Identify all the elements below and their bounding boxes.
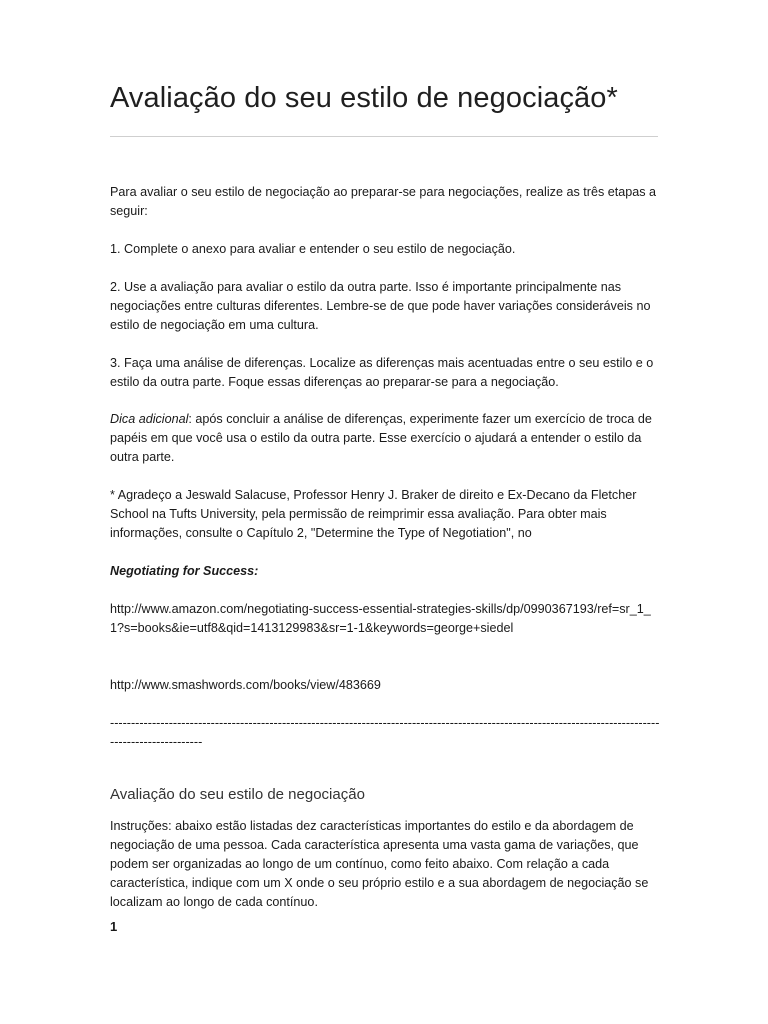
intro-text: Para avaliar o seu estilo de negociação ao preparar-se para negociações, realize as três etapas a seguir: — [110, 185, 657, 218]
tip-text: : após concluir a análise de diferenças, experimente fazer um exercício de troca de papéis em que você usa o estilo da outra parte. Esse exercício o ajudará a entender o estilo da outra parte. — [110, 412, 652, 464]
page-number: 1 — [110, 919, 118, 934]
intro-paragraph — [110, 183, 662, 221]
section-title: Avaliação do seu estilo de negociação — [110, 786, 365, 803]
book-title: Negotiating for Success: — [110, 564, 259, 578]
tip-label: Dica adicional — [110, 412, 189, 426]
dashed-separator: --------------------------------------------------------------------------------------------------------------------------------------------------------- — [110, 716, 660, 749]
instructions-paragraph — [110, 817, 662, 912]
step-1-text: 1. Complete o anexo para avaliar e entender o seu estilo de negociação. — [110, 242, 516, 256]
tip-paragraph — [110, 410, 662, 467]
acknowledgement-paragraph — [110, 486, 662, 543]
smashwords-link[interactable] — [110, 676, 662, 695]
step-3-text: 3. Faça uma análise de diferenças. Localize as diferenças mais acentuadas entre o seu estilo e o estilo da outra parte. Foque essas diferenças ao preparar-se para a negociação. — [110, 356, 654, 389]
step-2-paragraph — [110, 278, 662, 335]
amazon-link-text[interactable]: http://www.amazon.com/negotiating-success-essential-strategies-skills/dp/0990367193/ref=sr_1_1?s=books&ie=utf8&qid=1413129983&sr=1-1&keywords=george+siedel — [110, 602, 651, 635]
amazon-link[interactable] — [110, 600, 662, 638]
step-3-paragraph — [110, 354, 662, 392]
acknowledgement-text: * Agradeço a Jeswald Salacuse, Professor Henry J. Braker de direito e Ex-Decano da Fletcher School na Tufts University, pela permissão de reimprimir essa avaliação. Para obter mais informações, consulte o Capítulo 2, "Determine the Type of Negotiation", no — [110, 488, 637, 540]
smashwords-link-text[interactable]: http://www.smashwords.com/books/view/483669 — [110, 678, 381, 692]
title-divider — [110, 136, 658, 137]
step-1-paragraph — [110, 240, 662, 259]
page-title: Avaliação do seu estilo de negociação* — [110, 82, 618, 114]
instructions-text: Instruções: abaixo estão listadas dez características importantes do estilo e da abordagem de negociação de uma pessoa. Cada característica apresenta uma vasta gama de variações, que podem ser organizadas ao longo de um contínuo, como feito abaixo. Com relação a cada característica, indique com um X onde o seu próprio estilo e a sua abordagem de negociação se localizam ao longo de cada contínuo. — [110, 819, 649, 909]
document-page — [110, 0, 660, 1024]
step-2-text: 2. Use a avaliação para avaliar o estilo da outra parte. Isso é importante principalmente nas negociações entre culturas diferentes. Lembre-se de que pode haver variações consideráveis no estilo de negociação em uma cultura. — [110, 280, 651, 332]
